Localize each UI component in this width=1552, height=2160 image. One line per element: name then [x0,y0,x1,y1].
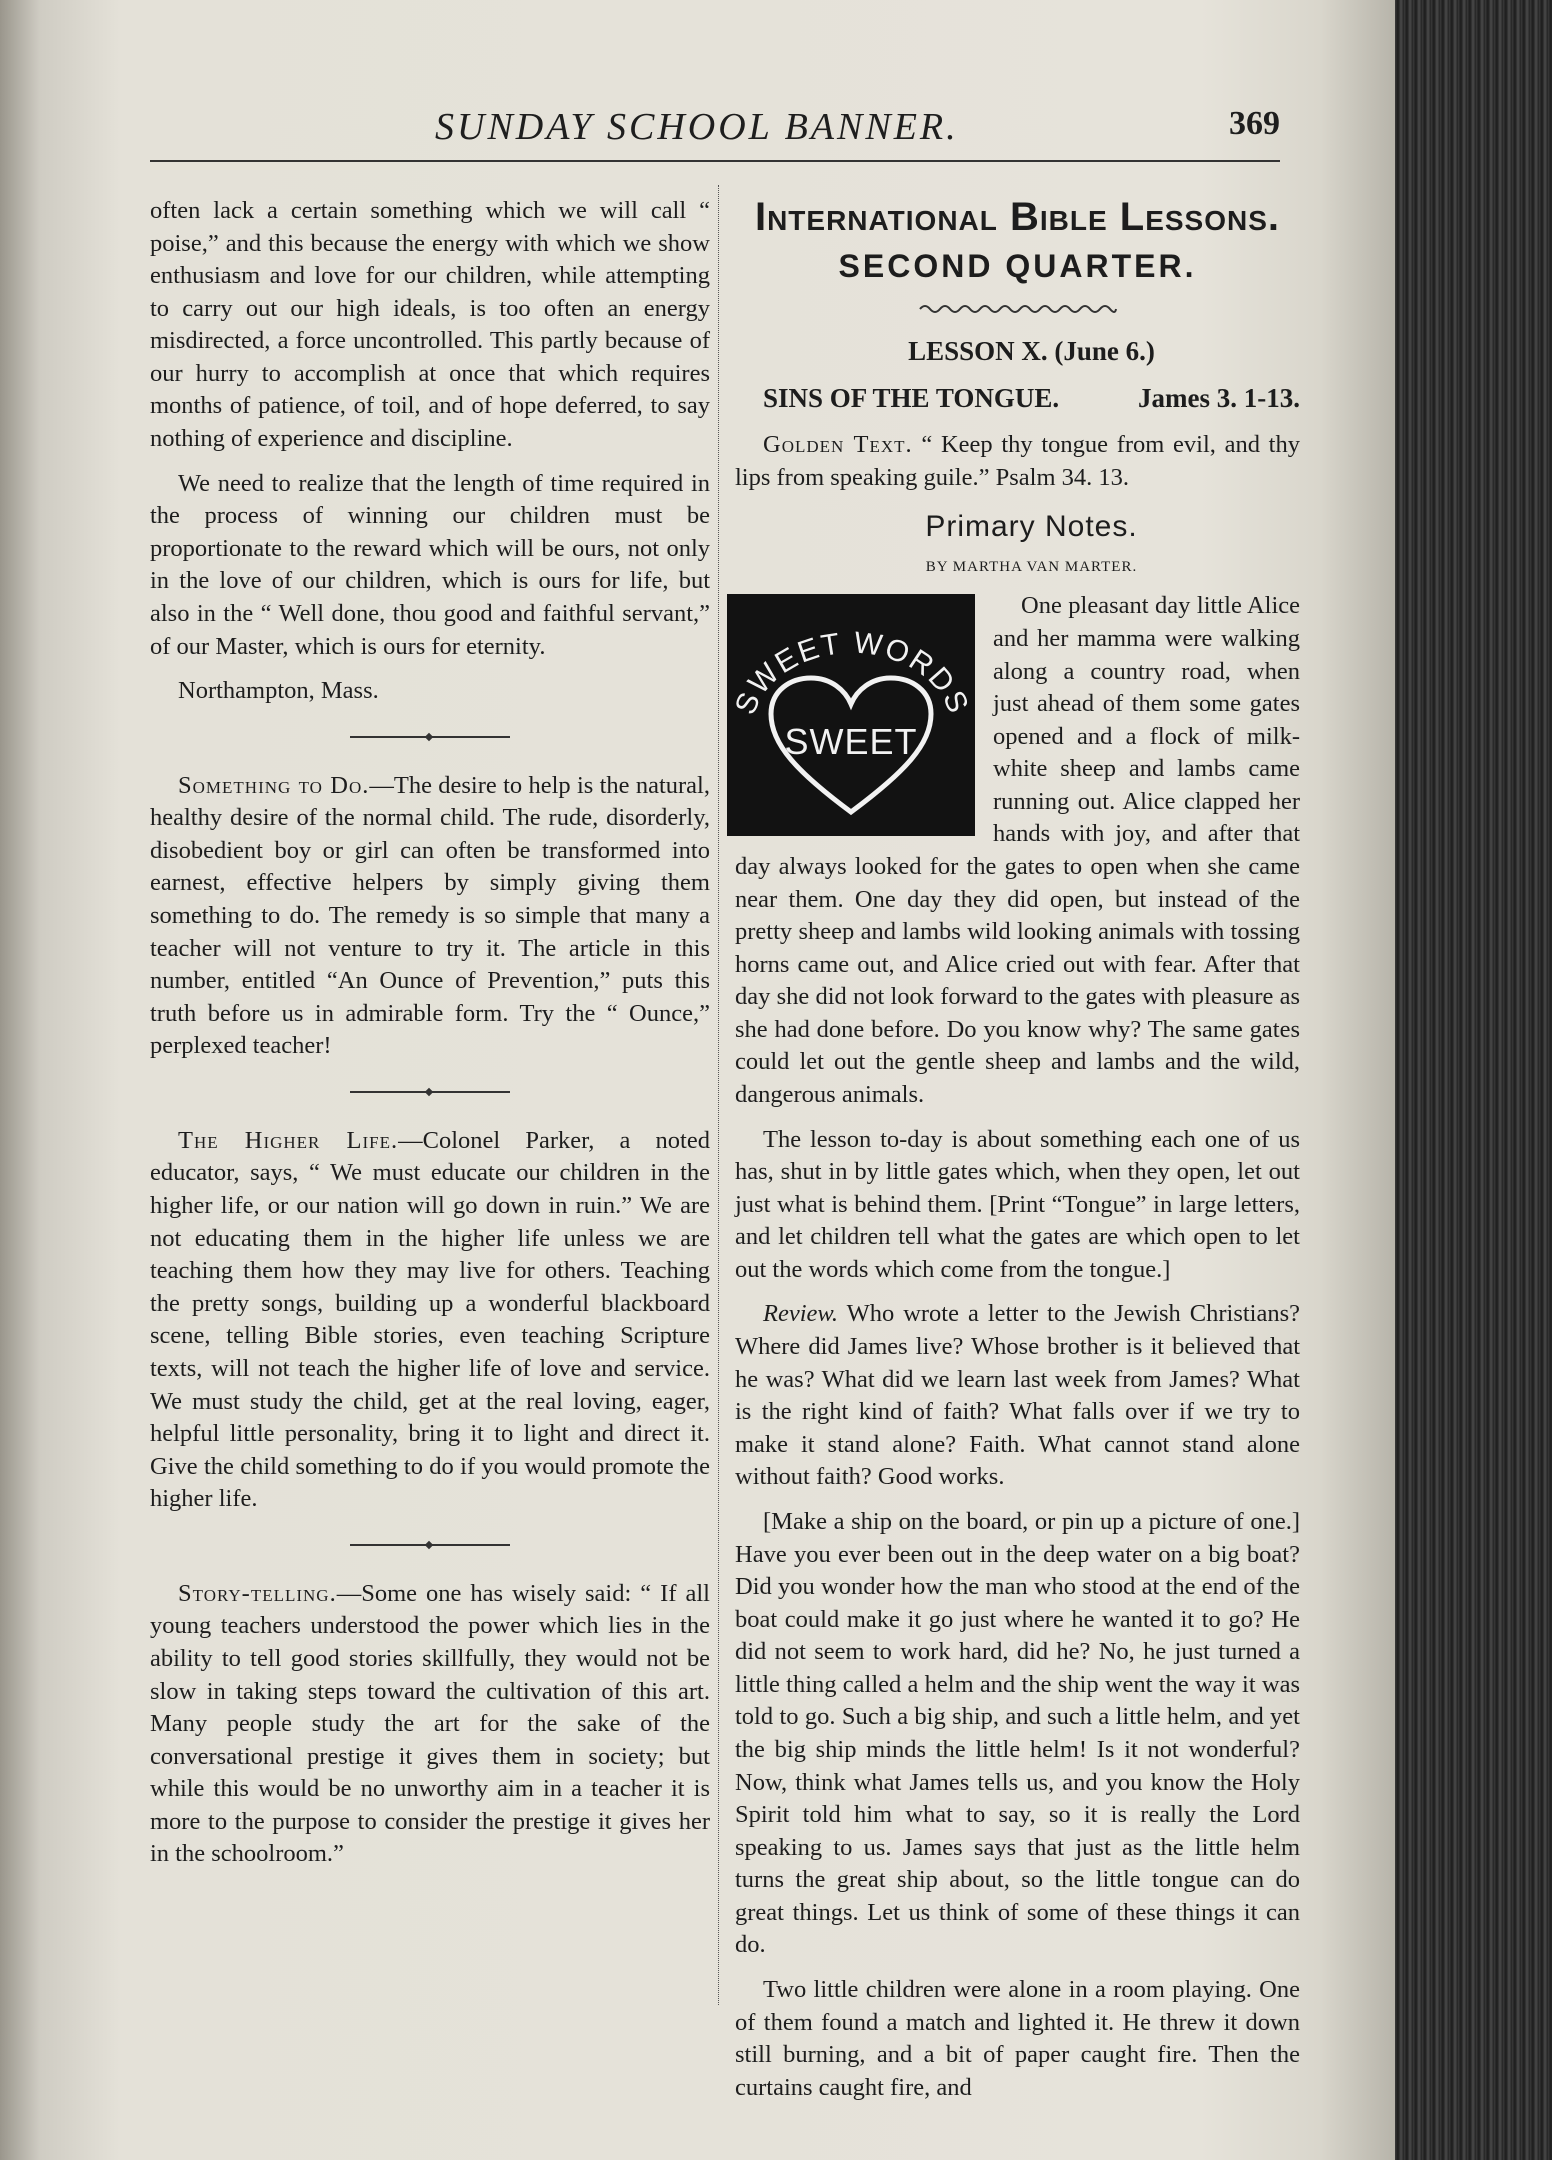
illustration-heart-word: SWEET [784,721,918,763]
lesson-title: SINS OF THE TONGUE. [763,383,1060,414]
note-higher-life [150,1125,710,1516]
lesson-paragraph: [Make a ship on the board, or pin up a picture of one.] Have you ever been out in the deep water on a big boat? Did you wonder how the man who stood at the end of the boat could make it go just where he wanted it to go? He did not seem to work hard, did he? No, he just turned a little thing called a helm and the ship went the way it was told to go. Such a big ship, and such a little helm, and yet the big ship minds the little helm! Is it not wonderful? Now, think what James tells us, and you know the Holy Spirit told him what to say, so it is really the Lord speaking to us. James says that just as the little helm turns the great ship about, so the little tongue can do great things. Let us think of some of these things it can do. [735,1507,1300,1959]
section-title: International Bible Lessons. [754,195,1281,239]
note-story-telling [150,1578,710,1871]
section-separator [350,736,510,738]
note-heading: Something to Do. [178,771,370,799]
heart-icon [727,594,975,836]
lesson-title-line [735,381,1300,417]
wavy-ornament [918,302,1118,316]
notes-title: Primary Notes. [925,509,1138,543]
note-body: —The desire to help is the natural, healthy desire of the normal child. The rude, disorderly, disobedient boy or girl can often be transformed into earnest, effective helpers by simply giving them something to do. The remedy is so simple that many a teacher will not venture to try it. The article in this number, entitled “An Ounce of Prevention,” puts this truth before us in admirable form. Try the “ Ounce,” perplexed teacher! [150,771,710,1060]
note-body: —Colonel Parker, a noted educator, says, “ We must educate our children in the higher life, or our nation will go down in ruin.” We are not educating them in the higher life unless we are teaching them how they may live for others. Teaching the pretty songs, building up a wonderful blackboard scene, telling Bible stories, even teaching Scripture texts, will not teach the higher life of love and service. We must study the child, get at the real loving, eager, helpful little personality, bring it to light and direct it. Give the child something to do if you would promote the higher life. [150,1126,710,1513]
review-paragraph [735,1298,1300,1493]
section-separator [350,1091,510,1093]
article-paragraph: We need to realize that the length of time required in the process of winning our children must be proportionate to the reward which will be ours, not only in the love of our children, which is ours for life, but also in the “ Well done, thou good and faithful servant,” of our Master, which is ours for eternity. [150,469,710,660]
article-paragraph: often lack a certain something which we will call “ poise,” and this because the energy with which we show enthusiasm and love for our children, while attempting to carry out our high ideals, is too often an energy misdirected, a force uncontrolled. This partly because of our hurry to accomplish at once that which requires months of patience, of toil, and of hope deferred, to say nothing of experience and discipline. [150,197,710,453]
note-something-to-do [150,770,710,1063]
review-body: Who wrote a letter to the Jewish Christians? Where did James live? Whose brother is it believed that he was? What did we learn last week from James? What is the right kind of faith? What falls over if we try to make it stand alone? Faith. What cannot stand alone without faith? Good works. [735,1300,1300,1491]
lesson-paragraph: The lesson to-day is about something each one of us has, shut in by little gates which, when they open, let out just what is behind them. [Print “Tongue” in large letters, and let children tell what the gates are which open to let out the words which come from the tongue.] [735,1125,1300,1283]
note-body: —Some one has wisely said: “ If all young teachers understood the power which lies in the ability to tell good stories skillfully, they would not be slow in taking steps toward the cultivation of this art. Many people study the art for the sake of the conversational prestige it gives them in society; but while this would be no unworthy aim in a teacher it is more to the purpose to consider the prestige it gives her in the schoolroom.” [150,1579,710,1868]
lesson-paragraph: Two little children were alone in a room playing. One of them found a match and lighted it. He threw it down still burning, and a bit of paper caught fire. Then the curtains caught fire, and [735,1976,1300,2101]
byline: BY MARTHA VAN MARTER. [925,559,1138,576]
lesson-reference: James 3. 1-13. [1138,383,1300,414]
book-spine [1395,0,1552,2160]
section-separator [350,1544,510,1546]
page-header [150,95,1280,155]
article-signature: Northampton, Mass. [178,677,379,705]
section-subtitle: SECOND QUARTER. [838,248,1197,284]
golden-text-body: “ Keep thy tongue from evil, and thy lips from speaking guile.” Psalm 34. 13. [735,431,1300,491]
running-head: SUNDAY SCHOOL BANNER. [435,106,959,148]
lesson-number: LESSON X. (June 6.) [908,335,1155,366]
lesson-paragraph: One pleasant day little Alice and her mamma were walking along a country road, when just ahead of them some gates opened and a flock of milk-white sheep and lambs came running out. Alice clapped her hands with joy, and after that day always looked for the gates to open when she came near them. One day they did open, but instead of the pretty sheep and lambs wild looking animals with tossing horns came out, and Alice cried out with fear. After that day she did not look forward to the gates with pleasure as she had done before. Do you know why? The same gates could let out the gentle sheep and lambs and the wild, dangerous animals. [735,592,1300,1109]
review-label: Review. [763,1300,839,1328]
page-number: 369 [1229,105,1280,142]
header-rule [150,160,1280,162]
column-divider [718,185,719,2005]
note-heading: The Higher Life. [178,1126,399,1154]
right-column [728,195,1300,2116]
illustration-top-words: SWEET WORDS [728,626,975,720]
note-heading: Story-telling. [178,1579,337,1607]
golden-text-label: Golden Text. [763,431,913,459]
sweet-words-illustration [727,594,975,836]
left-column [150,195,710,1883]
golden-text [735,429,1300,494]
